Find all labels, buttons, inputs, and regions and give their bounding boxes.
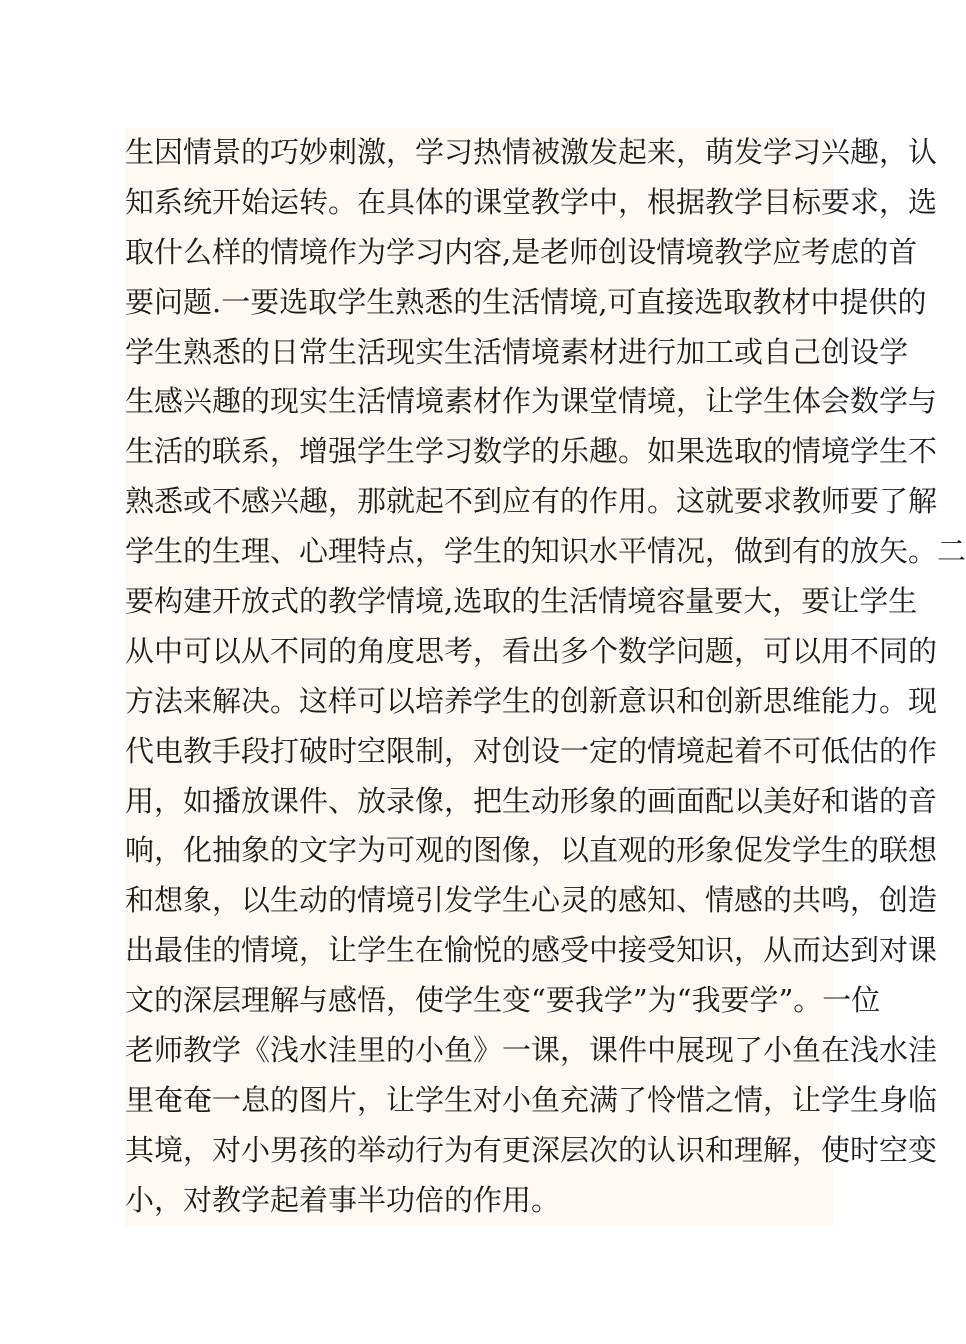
text-line-16: 和想象，以生动的情境引发学生心灵的感知、情感的共鸣，创造 (125, 883, 938, 918)
text-line-17: 出最佳的情境，让学生在愉悦的感受中接受知识，从而达到对课 (125, 933, 938, 968)
text-line-3: 取什么样的情境作为学习内容,是老师创设情境教学应考虑的首 (125, 234, 918, 269)
paragraph (125, 128, 966, 1226)
text-line-9: 学生的生理、心理特点，学生的知识水平情况，做到有的放矢。二 (125, 534, 966, 569)
text-line-6: 生感兴趣的现实生活情境素材作为课堂情境，让学生体会数学与 (125, 384, 938, 419)
text-line-18: 文的深层理解与感悟，使学生变“要我学”为“我要学”。一位 (125, 983, 881, 1018)
text-line-19: 老师教学《浅水洼里的小鱼》一课，课件中展现了小鱼在浅水洼 (125, 1033, 938, 1068)
text-line-15: 响，化抽象的文字为可观的图像，以直观的形象促发学生的联想 (125, 833, 938, 868)
text-line-20: 里奄奄一息的图片，让学生对小鱼充满了怜惜之情，让学生身临 (125, 1082, 938, 1117)
text-line-21: 其境，对小男孩的举动行为有更深层次的认识和理解，使时空变 (125, 1132, 938, 1167)
text-line-22: 小，对教学起着事半功倍的作用。 (125, 1182, 561, 1217)
text-line-13: 代电教手段打破时空限制，对创设一定的情境起着不可低估的作 (125, 733, 938, 768)
text-line-11: 从中可以从不同的角度思考，看出多个数学问题，可以用不同的 (125, 633, 938, 668)
text-line-4: 要问题.一要选取学生熟悉的生活情境,可直接选取教材中提供的 (125, 284, 927, 319)
text-line-10: 要构建开放式的教学情境,选取的生活情境容量要大，要让学生 (125, 584, 918, 619)
text-line-2: 知系统开始运转。在具体的课堂教学中，根据教学目标要求，选 (125, 184, 938, 219)
text-line-14: 用，如播放课件、放录像，把生动形象的画面配以美好和谐的音 (125, 783, 938, 818)
text-line-5: 学生熟悉的日常生活现实生活情境素材进行加工或自己创设学 (125, 334, 909, 369)
text-line-12: 方法来解决。这样可以培养学生的创新意识和创新思维能力。现 (125, 683, 938, 718)
text-line-8: 熟悉或不感兴趣，那就起不到应有的作用。这就要求教师要了解 (125, 484, 938, 519)
text-line-1: 生因情景的巧妙刺激，学习热情被激发起来，萌发学习兴趣，认 (125, 135, 938, 169)
text-line-7: 生活的联系，增强学生学习数学的乐趣。如果选取的情境学生不 (125, 434, 938, 469)
